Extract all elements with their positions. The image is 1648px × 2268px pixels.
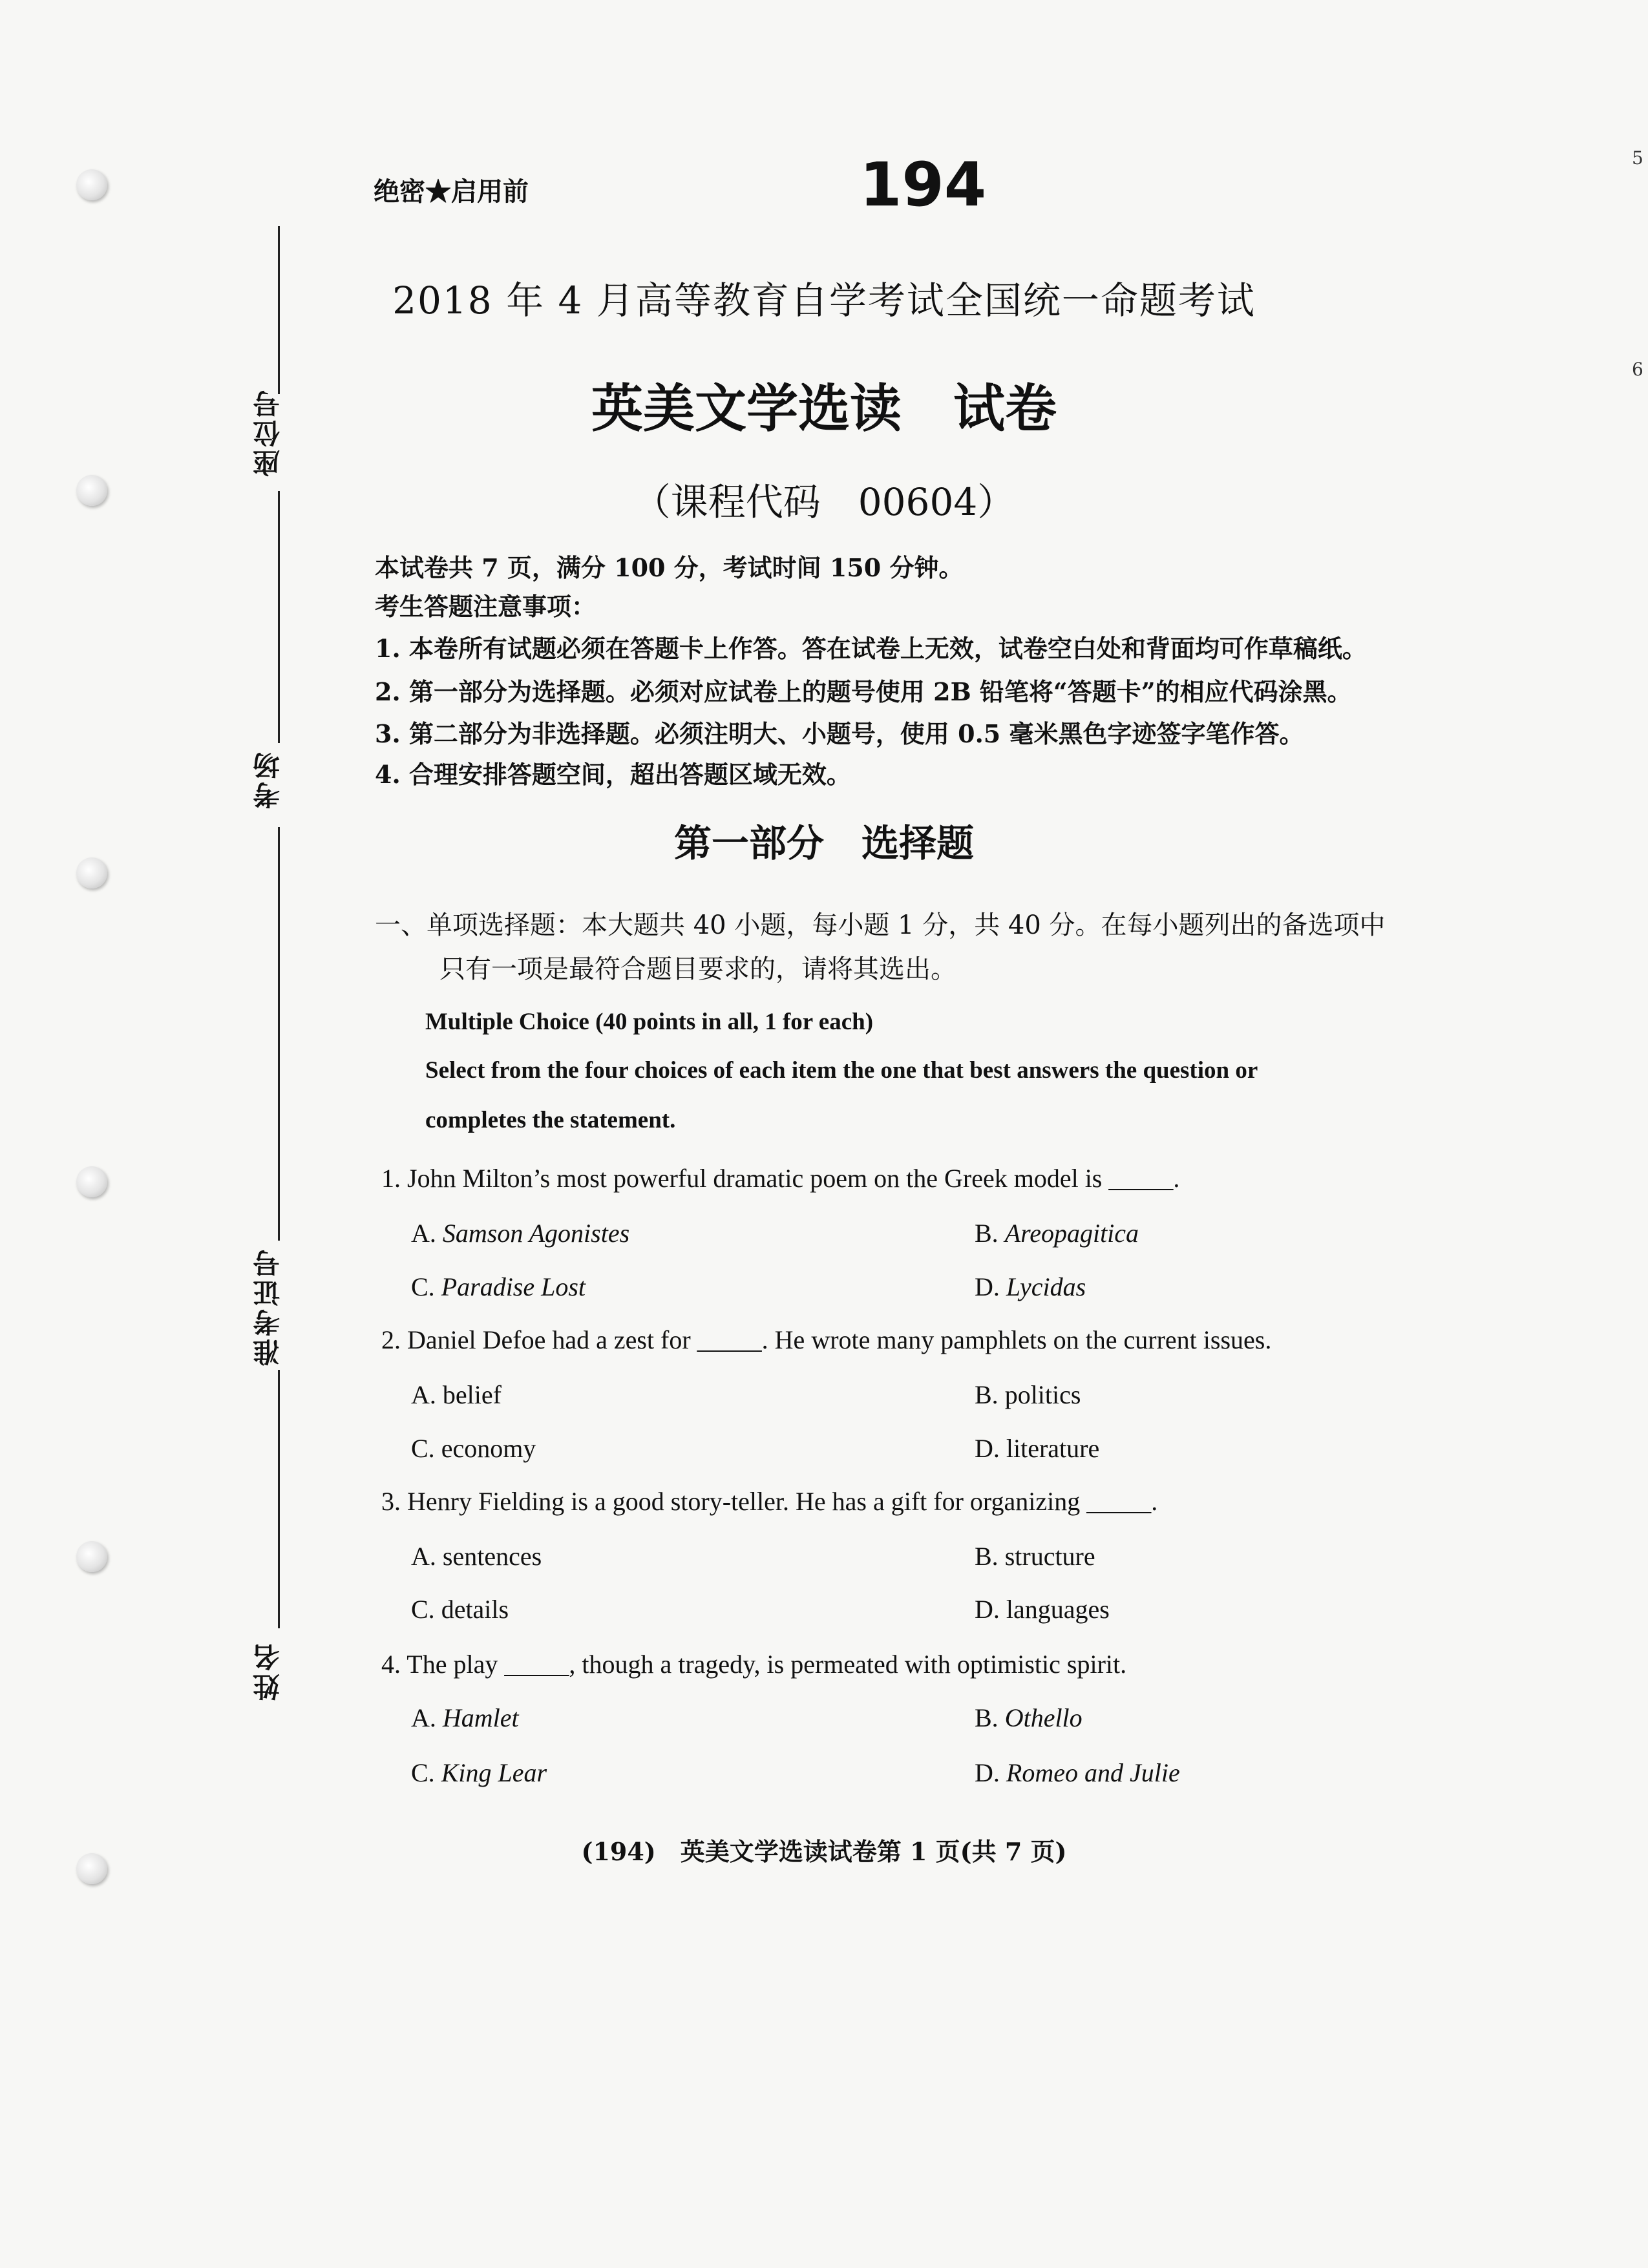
section-instruction: 只有一项是最符合题目要求的，请将其选出。 xyxy=(439,954,956,984)
exam-room-label: 考场 xyxy=(252,750,284,809)
option: A. sentences xyxy=(411,1542,542,1571)
part-title: 第一部分 选择题 xyxy=(673,821,974,865)
notice-item: 3. 第二部分为非选择题。必须注明大、小题号，使用 0.5 毫米黑色字迹签字笔作答。 xyxy=(375,719,1304,748)
paper-code-number: 194 xyxy=(860,150,987,220)
binding-line xyxy=(278,827,280,1241)
punch-hole xyxy=(76,1166,107,1197)
binding-line xyxy=(278,491,280,743)
paper-title: 英美文学选读 试卷 xyxy=(591,378,1057,439)
seat-number-label: 座位号 xyxy=(252,388,284,477)
option: D. languages xyxy=(975,1595,1110,1624)
option: D. Romeo and Julie xyxy=(975,1758,1180,1787)
mc-instruction: completes the statement. xyxy=(425,1107,676,1133)
option: A. Samson Agonistes xyxy=(411,1219,630,1248)
notice-item: 4. 合理安排答题空间，超出答题区域无效。 xyxy=(375,760,851,789)
question-stem: 4. The play _____, though a tragedy, is permeated with optimistic spirit. xyxy=(381,1650,1127,1679)
exam-summary: 本试卷共 7 页，满分 100 分，考试时间 150 分钟。 xyxy=(375,553,964,582)
option: B. Othello xyxy=(975,1703,1083,1732)
notice-item: 2. 第一部分为选择题。必须对应试卷上的题号使用 2B 铅笔将“答题卡”的相应代码涂黑。 xyxy=(375,677,1352,706)
exam-title: 2018 年 4 月高等教育自学考试全国统一命题考试 xyxy=(392,278,1256,322)
name-label: 姓名 xyxy=(252,1641,284,1701)
mc-instruction: Select from the four choices of each item the one that best answers the question or xyxy=(425,1057,1258,1084)
admission-number-label: 准考证号 xyxy=(252,1247,284,1366)
question-stem: 3. Henry Fielding is a good story-teller. He has a gift for organizing _____. xyxy=(381,1487,1158,1516)
option: D. Lycidas xyxy=(975,1272,1086,1301)
confidential-mark: 绝密★启用前 xyxy=(374,176,529,207)
option: A. belief xyxy=(411,1380,502,1409)
section-instruction: 一、单项选择题：本大题共 40 小题，每小题 1 分，共 40 分。在每小题列出的备选项中 xyxy=(375,910,1386,940)
option: B. politics xyxy=(975,1380,1081,1409)
binding-line xyxy=(278,1370,280,1628)
option: B. Areopagitica xyxy=(975,1219,1139,1248)
punch-hole xyxy=(76,169,107,200)
punch-hole xyxy=(76,1541,107,1572)
notice-title: 考生答题注意事项： xyxy=(375,592,597,621)
course-code: （课程代码 00604） xyxy=(633,480,1015,524)
margin-mark: 6 xyxy=(1632,359,1643,380)
mc-heading: Multiple Choice (40 points in all, 1 for each) xyxy=(425,1009,874,1035)
question-stem: 1. John Milton’s most powerful dramatic poem on the Greek model is _____. xyxy=(381,1164,1180,1193)
option: B. structure xyxy=(975,1542,1095,1571)
option: C. King Lear xyxy=(411,1758,547,1787)
page-footer: (194) 英美文学选读试卷第 1 页(共 7 页) xyxy=(581,1837,1067,1866)
question-stem: 2. Daniel Defoe had a zest for _____. He wrote many pamphlets on the current issues. xyxy=(381,1325,1272,1354)
margin-mark: 5 xyxy=(1632,147,1643,169)
notice-item: 1. 本卷所有试题必须在答题卡上作答。答在试卷上无效，试卷空白处和背面均可作草稿纸。 xyxy=(375,634,1367,663)
option: C. Paradise Lost xyxy=(411,1272,586,1301)
option: C. details xyxy=(411,1595,509,1624)
option: A. Hamlet xyxy=(411,1703,519,1732)
option: D. literature xyxy=(975,1434,1100,1463)
option: C. economy xyxy=(411,1434,536,1463)
